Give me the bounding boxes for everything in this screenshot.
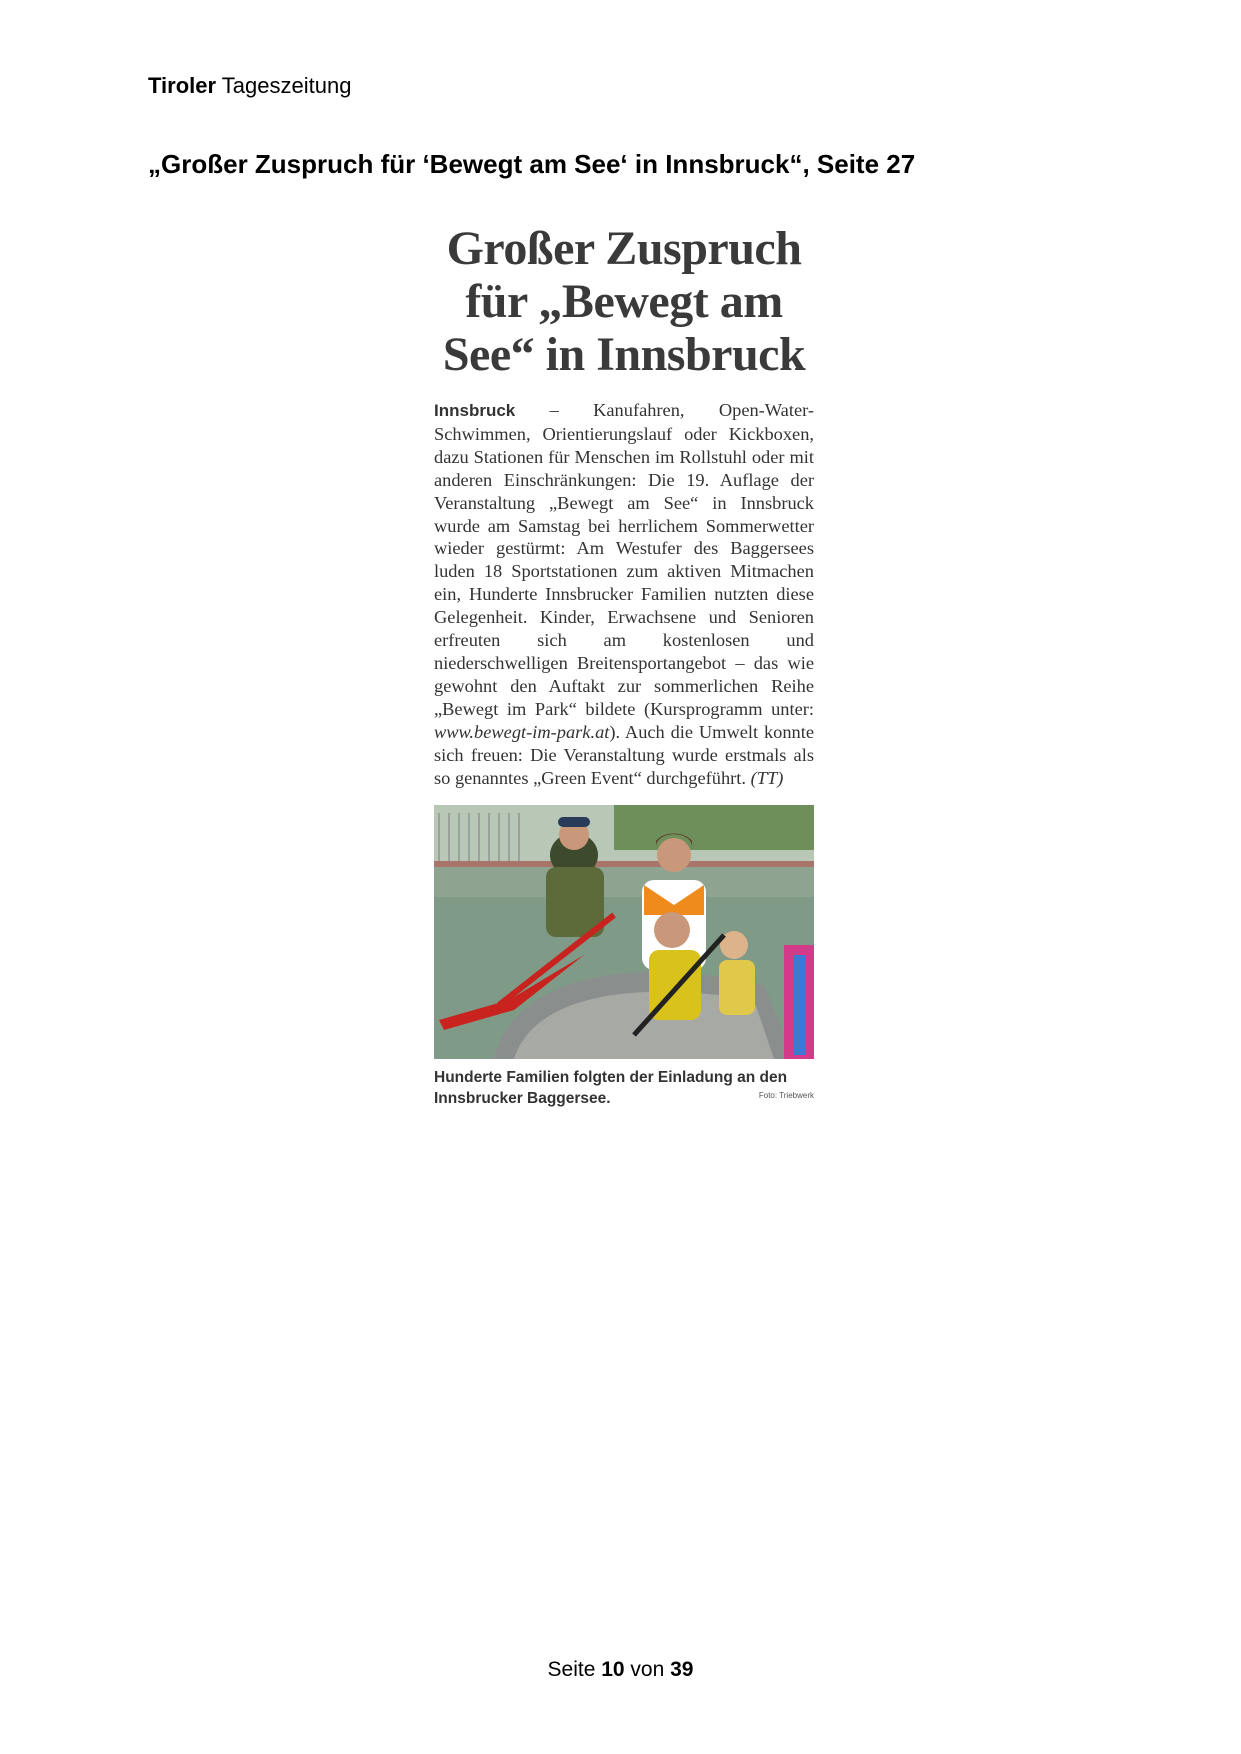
- document-heading: „Großer Zuspruch für ‘Bewegt am See‘ in Innsbruck“, Seite 27: [148, 149, 916, 179]
- photo-caption-text: Hunderte Familien folgten der Einladung an den Innsbrucker Baggersee.: [434, 1069, 788, 1108]
- publication-name-rest: Tageszeitung: [221, 73, 352, 98]
- article-url: www.bewegt-im-park.at: [434, 721, 610, 742]
- newspaper-clipping: [434, 222, 814, 1109]
- photo-credit: Foto: Triebwerk: [758, 1091, 814, 1101]
- page-number-middle: von: [624, 1658, 671, 1681]
- article-body-part-1: – Kanufahren, Open-Water-Schwimmen, Orientierungslauf oder Kickboxen, dazu Stationen für Menschen im Rollstuhl oder mit anderen Einschränkungen: Die 19. Auflage der Veranstaltung „Bewegt am See“ in Innsbruck wurde am Samstag bei herrlichem Sommerwetter wieder gestürmt: Am Westufer des Baggersees luden 18 Sportstationen zum aktiven Mitmachen ein, Hunderte Innsbrucker Familien nutzten diese Gelegenheit. Kinder, Erwachsene und Senioren erfreuten sich am kostenlosen und niederschwelligen Breitensportangebot – das wie gewohnt den Auftakt zur sommerlichen Reihe „Bewegt im Park“ bildete (Kursprogramm unter:: [434, 400, 814, 719]
- page-number-prefix: Seite: [547, 1658, 602, 1681]
- canoe-photo: [434, 805, 814, 1059]
- publication-name-bold: Tiroler: [148, 73, 217, 98]
- article-body-part-2: ). Auch die Umwelt konnte sich freuen: Die Veranstaltung wurde erstmals als so genanntes „Green Event“ durchgeführt.: [434, 721, 814, 788]
- article-headline: [434, 222, 814, 381]
- article-dateline: Innsbruck: [434, 401, 516, 420]
- headline-line-3: See“ in Innsbruck: [442, 328, 806, 381]
- page-number: [0, 1657, 1241, 1683]
- article-author-tag: (TT): [750, 767, 784, 788]
- page-number-current: 10: [601, 1658, 625, 1681]
- article-body: [434, 399, 814, 789]
- headline-line-1: Großer Zuspruch: [446, 222, 802, 275]
- publication-name: [148, 72, 351, 100]
- photo-caption: [434, 1067, 814, 1109]
- page-number-total: 39: [670, 1658, 694, 1681]
- headline-line-2: für „Bewegt am: [465, 275, 783, 328]
